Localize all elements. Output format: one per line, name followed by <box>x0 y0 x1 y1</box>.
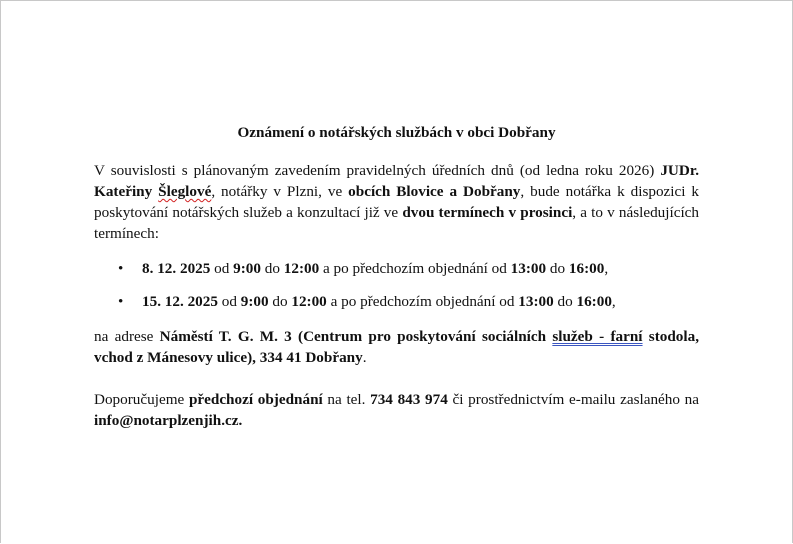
term-text: , <box>604 260 609 277</box>
term-time: 9:00 <box>240 293 269 310</box>
term-text: do <box>260 260 284 277</box>
bullet-icon: • <box>118 293 124 310</box>
term-time: 16:00 <box>568 260 605 277</box>
term-text: , <box>611 293 616 310</box>
address-part-2: stodola, vchod z Mánesovy ulice), 334 41 Dobřany <box>94 328 700 366</box>
intro-text-2: , notářky v Plzni, ve <box>211 183 349 200</box>
notary-surname-misspelled[interactable]: Šleglové <box>158 183 212 200</box>
term-text: a po předchozím objednání od <box>326 293 519 310</box>
term-time: 12:00 <box>291 293 327 310</box>
list-item <box>94 291 699 312</box>
contact-paragraph <box>94 389 699 431</box>
term-date: 15. 12. 2025 <box>142 293 218 310</box>
intro-text-4: , a to v následujících termínech: <box>94 204 699 242</box>
term-time: 13:00 <box>518 293 554 310</box>
notary-name-first: JUDr. Kateřiny <box>94 162 699 200</box>
term-date: 8. 12. 2025 <box>142 260 211 277</box>
intro-text-1: V souvislosti s plánovaným zavedením pravidelných úředních dnů (od ledna roku 2026) <box>94 162 661 179</box>
december-terms: dvou termínech v prosinci <box>402 204 573 221</box>
contact-text-3: či prostřednictvím e-mailu zaslaného na <box>447 391 699 408</box>
address-part-1: Náměstí T. G. M. 3 (Centrum pro poskytování sociálních <box>159 328 553 345</box>
document-title: Oznámení o notářských službách v obci Dobřany <box>237 124 556 141</box>
email-address[interactable]: info@notarplzenjih.cz. <box>94 412 243 429</box>
bullet-icon: • <box>118 260 124 277</box>
contact-text-1: Doporučujeme <box>94 391 189 408</box>
list-item <box>94 258 699 279</box>
term-text: do <box>268 293 292 310</box>
term-time: 12:00 <box>283 260 320 277</box>
term-time: 9:00 <box>233 260 261 277</box>
address-paragraph <box>94 326 699 368</box>
term-text: a po předchozím objednání od <box>319 260 511 277</box>
contact-text-2: na tel. <box>322 391 371 408</box>
dates-list <box>94 258 699 312</box>
address <box>94 328 699 366</box>
term-time: 13:00 <box>510 260 547 277</box>
intro-text-3: , bude notářka k dispozici k poskytování notářských služeb a konzultací již ve <box>94 183 699 221</box>
term-text: do <box>553 293 577 310</box>
document-body <box>94 122 699 431</box>
term-time: 16:00 <box>576 293 612 310</box>
prior-booking: předchozí objednání <box>188 391 323 408</box>
municipalities: obcích Blovice a Dobřany <box>348 183 521 200</box>
term-text: do <box>546 260 569 277</box>
term-text: od <box>217 293 241 310</box>
phone-number: 734 843 974 <box>370 391 448 408</box>
address-lead: na adrese <box>94 328 160 345</box>
term-text: od <box>210 260 234 277</box>
address-end: . <box>362 349 367 366</box>
intro-paragraph <box>94 160 699 244</box>
address-grammar-flag[interactable]: služeb - farní <box>552 328 643 345</box>
